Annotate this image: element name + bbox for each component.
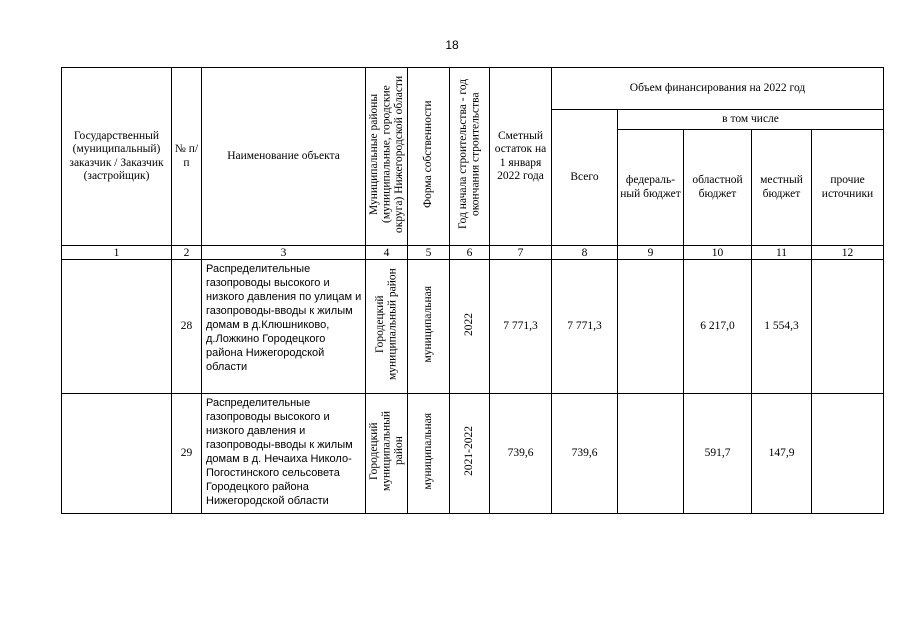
header-regional: областной бюджет	[684, 130, 752, 246]
row-district-text: Городецкий муниципальный район	[368, 411, 405, 492]
header-districts	[366, 68, 408, 246]
column-number: 7	[490, 246, 552, 260]
row-customer	[62, 260, 172, 394]
row-district	[366, 260, 408, 394]
column-number: 11	[752, 246, 812, 260]
column-number: 10	[684, 246, 752, 260]
row-years-text: 2022	[463, 312, 476, 336]
row-regional: 6 217,0	[684, 260, 752, 394]
row-federal	[618, 394, 684, 514]
header-including: в том числе	[618, 110, 884, 130]
column-number: 9	[618, 246, 684, 260]
header-districts-text: Муниципальные районы (муниципальные, городские округа) Нижегородской области	[368, 75, 405, 233]
header-number: № п/п	[172, 68, 202, 246]
page-number: 18	[445, 38, 459, 52]
header-local: местный бюджет	[752, 130, 812, 246]
header-federal: федераль-ный бюджет	[618, 130, 684, 246]
row-federal	[618, 260, 684, 394]
table-row	[62, 260, 884, 394]
row-district-text: Городецкий муниципальный район	[374, 268, 399, 381]
column-number: 2	[172, 246, 202, 260]
header-total: Всего	[552, 110, 618, 246]
table-row	[62, 394, 884, 514]
column-number: 4	[366, 246, 408, 260]
row-local: 1 554,3	[752, 260, 812, 394]
row-other	[812, 260, 884, 394]
row-regional: 591,7	[684, 394, 752, 514]
header-other: прочие источники	[812, 130, 884, 246]
header-ownership-text: Форма собственности	[422, 100, 435, 209]
row-total: 739,6	[552, 394, 618, 514]
column-number: 5	[408, 246, 450, 260]
header-estimate-balance: Сметный остаток на 1 января 2022 года	[490, 68, 552, 246]
header-years	[450, 68, 490, 246]
row-ownership-text: муниципальная	[422, 285, 435, 363]
header-object-name: Наименование объекта	[202, 68, 366, 246]
header-customer: Государственный (муниципальный) заказчик / Заказчик (застройщик)	[62, 68, 172, 246]
column-number: 12	[812, 246, 884, 260]
financing-table	[61, 67, 884, 514]
row-years	[450, 260, 490, 394]
row-total: 7 771,3	[552, 260, 618, 394]
column-number: 6	[450, 246, 490, 260]
row-customer	[62, 394, 172, 514]
row-number: 28	[172, 260, 202, 394]
column-number: 3	[202, 246, 366, 260]
header-funding: Объем финансирования на 2022 год	[552, 68, 884, 110]
row-ownership-text: муниципальная	[422, 412, 435, 490]
column-numbers-row	[62, 246, 884, 260]
header-ownership	[408, 68, 450, 246]
row-ownership	[408, 394, 450, 514]
row-object-name: Распределительные газопроводы высокого и низкого давления по улицам и газопроводы-вводы к жилым домам в д.Клюшниково, д.Ложкино Городецкого района Нижегородской области	[202, 260, 366, 394]
header-row-1	[62, 68, 884, 110]
row-years-text: 2021-2022	[463, 426, 476, 477]
row-number: 29	[172, 394, 202, 514]
row-estimate: 7 771,3	[490, 260, 552, 394]
column-number: 1	[62, 246, 172, 260]
row-local: 147,9	[752, 394, 812, 514]
row-district	[366, 394, 408, 514]
row-years	[450, 394, 490, 514]
row-estimate: 739,6	[490, 394, 552, 514]
row-object-name: Распределительные газопроводы высокого и низкого давления и газопроводы-вводы к жилым домам в д. Нечаиха Николо-Погостинского сельсовета Городецкого района Нижегородской области	[202, 394, 366, 514]
header-years-text: Год начала строительства - год окончания строительства	[457, 79, 482, 230]
row-other	[812, 394, 884, 514]
row-ownership	[408, 260, 450, 394]
column-number: 8	[552, 246, 618, 260]
